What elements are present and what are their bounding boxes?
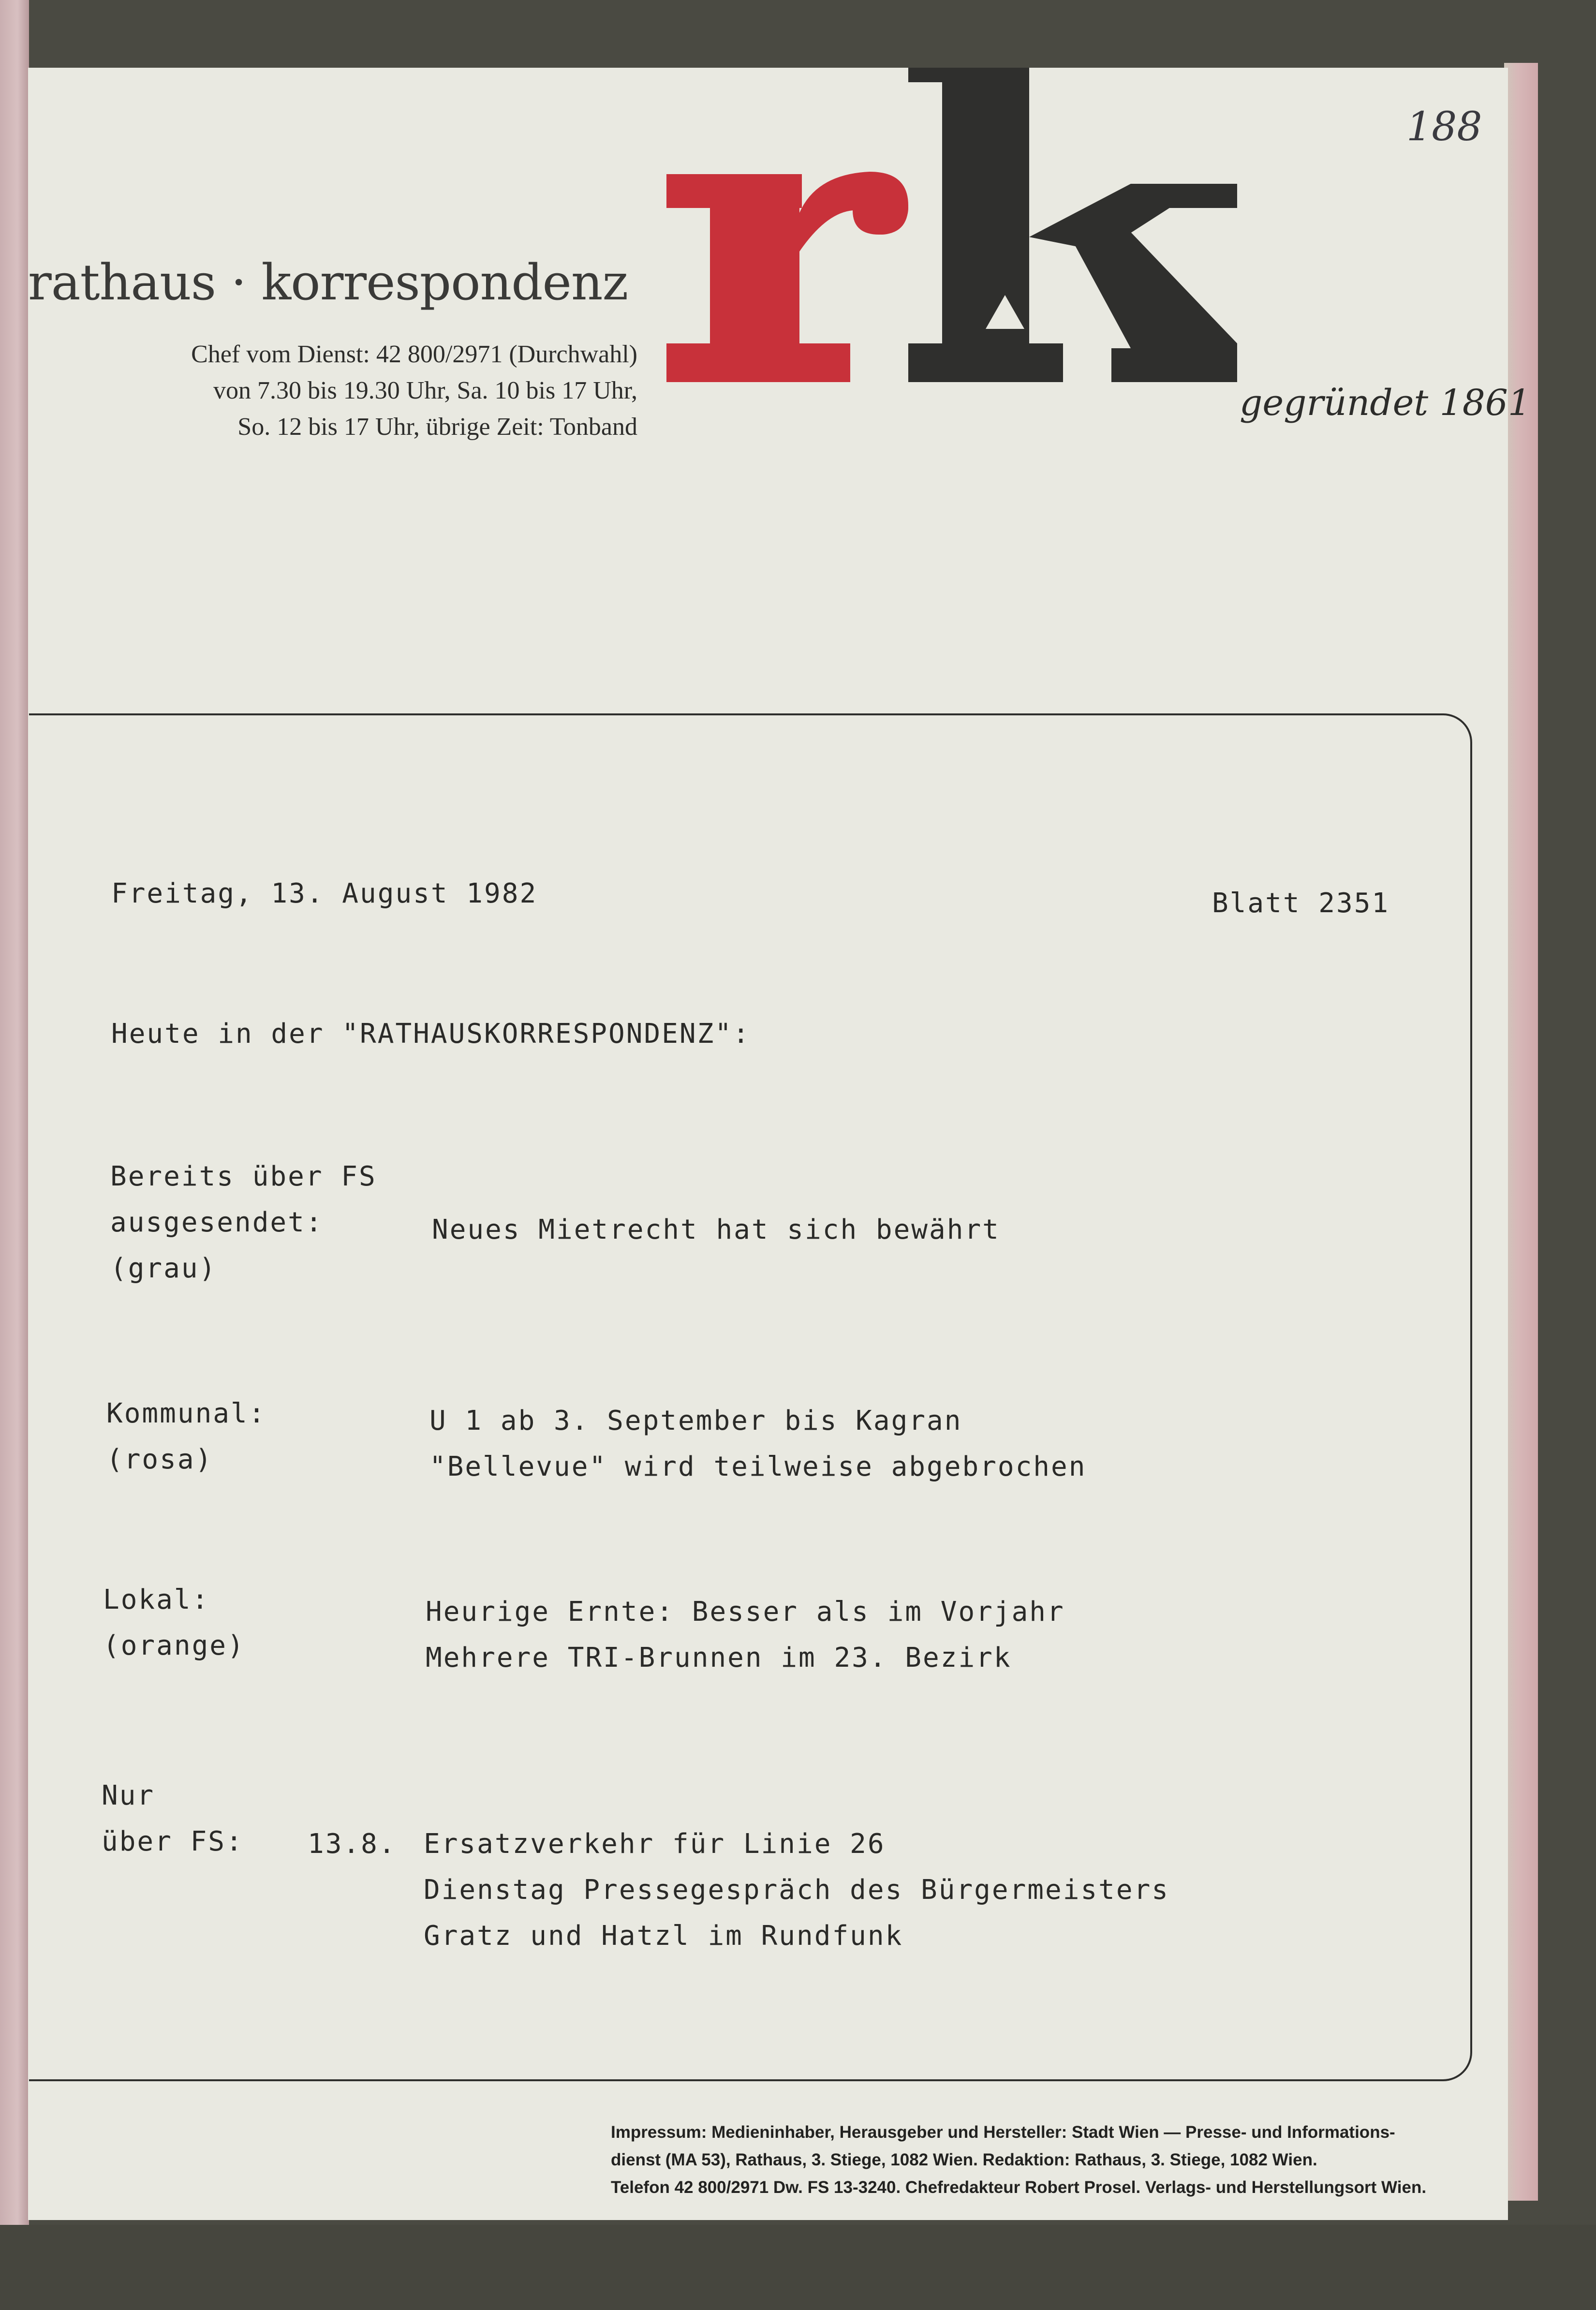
contact-line: So. 12 bis 17 Uhr, übrige Zeit: Tonband [237,413,637,441]
news-item: Heurige Ernte: Besser als im Vorjahr [426,1596,1065,1628]
founded-signature: gegründet 1861 [1240,382,1531,424]
section-label: Nur [102,1780,155,1811]
contact-line: Chef vom Dienst: 42 800/2971 (Durchwahl) [191,341,637,368]
section-label: Bereits über FS [110,1161,377,1192]
news-item: "Bellevue" wird teilweise abgebrochen [429,1451,1087,1482]
issue-date: Freitag, 13. August 1982 [111,878,538,909]
section-label: ausgesendet: [110,1207,324,1238]
impressum-line: dienst (MA 53), Rathaus, 3. Stiege, 1082 Wien. Redaktion: Rathaus, 3. Stiege, 1082 Wien. [611,2150,1317,2169]
publication-name: rathaus · korrespondenz [28,254,628,311]
sheet-number: Blatt 2351 [1212,888,1390,919]
news-item: Dienstag Pressegespräch des Bürgermeisters [424,1874,1170,1906]
news-item: Neues Mietrecht hat sich bewährt [432,1214,1000,1245]
item-date: 13.8. [308,1828,397,1860]
rk-logo [666,68,1256,426]
section-label: (grau) [110,1253,217,1284]
news-item: Gratz und Hatzl im Rundfunk [424,1920,903,1952]
section-label: (rosa) [106,1444,213,1475]
impressum-line: Impressum: Medieninhaber, Herausgeber und Hersteller: Stadt Wien — Presse- und Informations- [611,2123,1395,2142]
section-heading: Heute in der "RATHAUSKORRESPONDENZ": [111,1018,751,1050]
logo-letter-r [666,68,908,382]
impressum [611,2118,1498,2201]
section-label: Lokal: [103,1584,210,1615]
news-item: U 1 ab 3. September bis Kagran [429,1405,962,1436]
news-item: Mehrere TRI-Brunnen im 23. Bezirk [426,1642,1012,1673]
book-binding-edge [0,0,29,2310]
document-page [28,68,1531,2220]
section-label: (orange) [103,1630,245,1661]
contact-line: von 7.30 bis 19.30 Uhr, Sa. 10 bis 17 Uhr, [213,377,637,404]
handwritten-page-number: 188 [1406,104,1482,150]
section-label: Kommunal: [106,1398,266,1429]
scan-background [0,2225,1596,2310]
contact-info [81,336,637,445]
news-item: Ersatzverkehr für Linie 26 [424,1828,886,1860]
impressum-line: Telefon 42 800/2971 Dw. FS 13-3240. Chefredakteur Robert Prosel. Verlags- und Herstellungsort Wien. [611,2178,1427,2197]
section-label: über FS: [102,1826,244,1857]
